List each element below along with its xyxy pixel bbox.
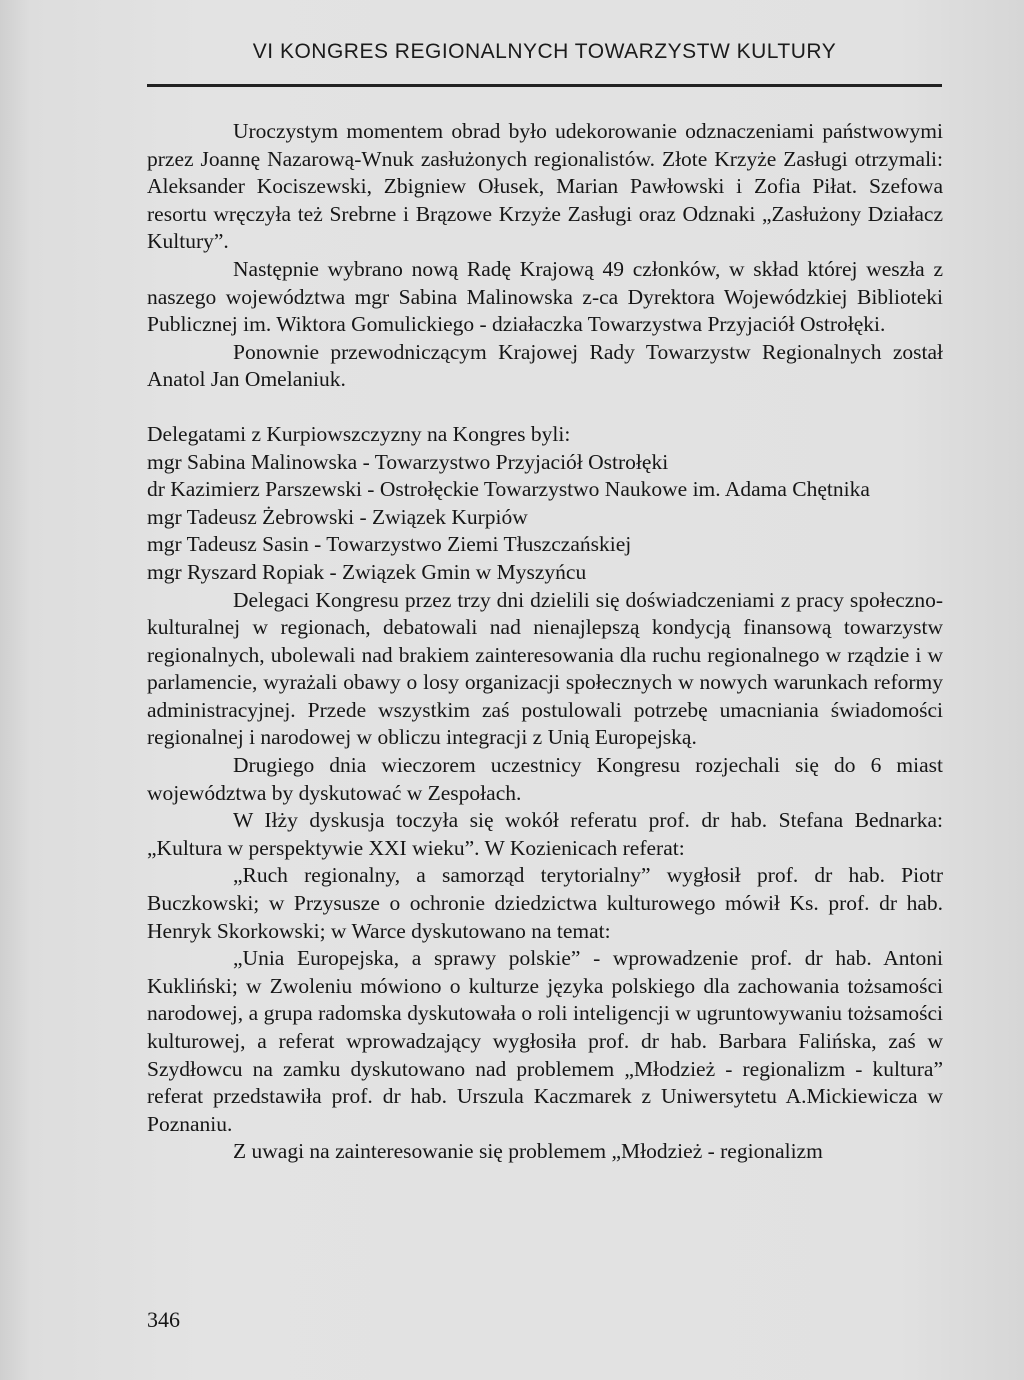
- paragraph: Delegaci Kongresu przez trzy dni dzielili się doświadczeniami z pracy społeczno-kulturalnej w regionach, debatowali nad nienajlepszą kondycją finansową towarzystw regionalnych, ubolewali nad brakiem zainteresowania dla ruchu regionalnego w rządzie i w parlamencie, wyrażali obawy o losy organizacji społecznych w nowych warunkach reformy administracyjnej. Przede wszystkim zaś postulowali potrzebę umacniania świadomości regionalnej i narodowej w obliczu integracji z Unią Europejską.: [147, 587, 943, 750]
- list-item: dr Kazimierz Parszewski - Ostrołęckie Towarzystwo Naukowe im. Adama Chętnika: [147, 477, 870, 502]
- delegates-list: [147, 421, 943, 587]
- paragraph: Uroczystym momentem obrad było udekorowanie odznaczeniami państwowymi przez Joannę Nazarową-Wnuk zasłużonych regionalistów. Złote Krzyże Zasługi otrzymali: Aleksander Kociszewski, Zbigniew Ołusek, Marian Pawłowski i Zofia Piłat. Szefowa resortu wręczyła też Srebrne i Brązowe Krzyże Zasługi oraz Odznaki „Zasłużony Działacz Kultury”.: [147, 119, 943, 254]
- delegates-intro: Delegatami z Kurpiowszczyzny na Kongres byli:: [147, 421, 571, 446]
- paragraph: Z uwagi na zainteresowanie się problemem „Młodzież - regionalizm: [233, 1139, 823, 1164]
- paragraph: „Ruch regionalny, a samorząd terytorialny” wygłosił prof. dr hab. Piotr Buczkowski; w Przysusze o ochronie dziedzictwa kulturowego mówił Ks. prof. dr hab. Henryk Skorkowski; w Warce dyskutowano na temat:: [147, 863, 943, 943]
- running-header: VI KONGRES REGIONALNYCH TOWARZYSTW KULTURY: [252, 40, 837, 63]
- body-text: [147, 118, 943, 1166]
- paragraph: Następnie wybrano nową Radę Krajową 49 członków, w skład której weszła z naszego województwa mgr Sabina Malinowska z-ca Dyrektora Wojewódzkiej Biblioteki Publicznej im. Wiktora Gomulickiego - działaczka Towarzystwa Przyjaciół Ostrołęki.: [147, 256, 943, 337]
- paragraph: Ponownie przewodniczącym Krajowej Rady Towarzystw Regionalnych został Anatol Jan Omelaniuk.: [147, 339, 943, 392]
- list-item: mgr Sabina Malinowska - Towarzystwo Przyjaciół Ostrołęki: [147, 449, 669, 474]
- paragraph: W Iłży dyskusja toczyła się wokół referatu prof. dr hab. Stefana Bednarka: „Kultura w perspektywie XXI wieku”. W Kozienicach referat:: [147, 808, 943, 860]
- header-rule: [147, 84, 942, 87]
- list-item: mgr Tadeusz Sasin - Towarzystwo Ziemi Tłuszczańskiej: [147, 532, 632, 557]
- paragraph: „Unia Europejska, a sprawy polskie” - wprowadzenie prof. dr hab. Antoni Kukliński; w Zwoleniu mówiono o kulturze języka polskiego dla zachowania tożsamości narodowej, a grupa radomska dyskutowała o roli inteligencji w ugruntowywaniu tożsamości kulturowej, a referat wprowadzający wygłosiła prof. dr hab. Barbara Falińska, zaś w Szydłowcu na zamku dyskutowano nad problemem „Młodzież - regionalizm - kultura” referat przedstawiła prof. dr hab. Urszula Kaczmarek z Uniwersytetu A.Mickiewicza w Poznaniu.: [147, 946, 943, 1136]
- page-number: 346: [147, 1307, 180, 1332]
- paragraph-gap: [147, 394, 943, 421]
- paragraph: Drugiego dnia wieczorem uczestnicy Kongresu rozjechali się do 6 miast województwa by dyskutować w Zespołach.: [147, 753, 943, 805]
- list-item: mgr Ryszard Ropiak - Związek Gmin w Myszyńcu: [147, 559, 587, 584]
- list-item: mgr Tadeusz Żebrowski - Związek Kurpiów: [147, 504, 528, 529]
